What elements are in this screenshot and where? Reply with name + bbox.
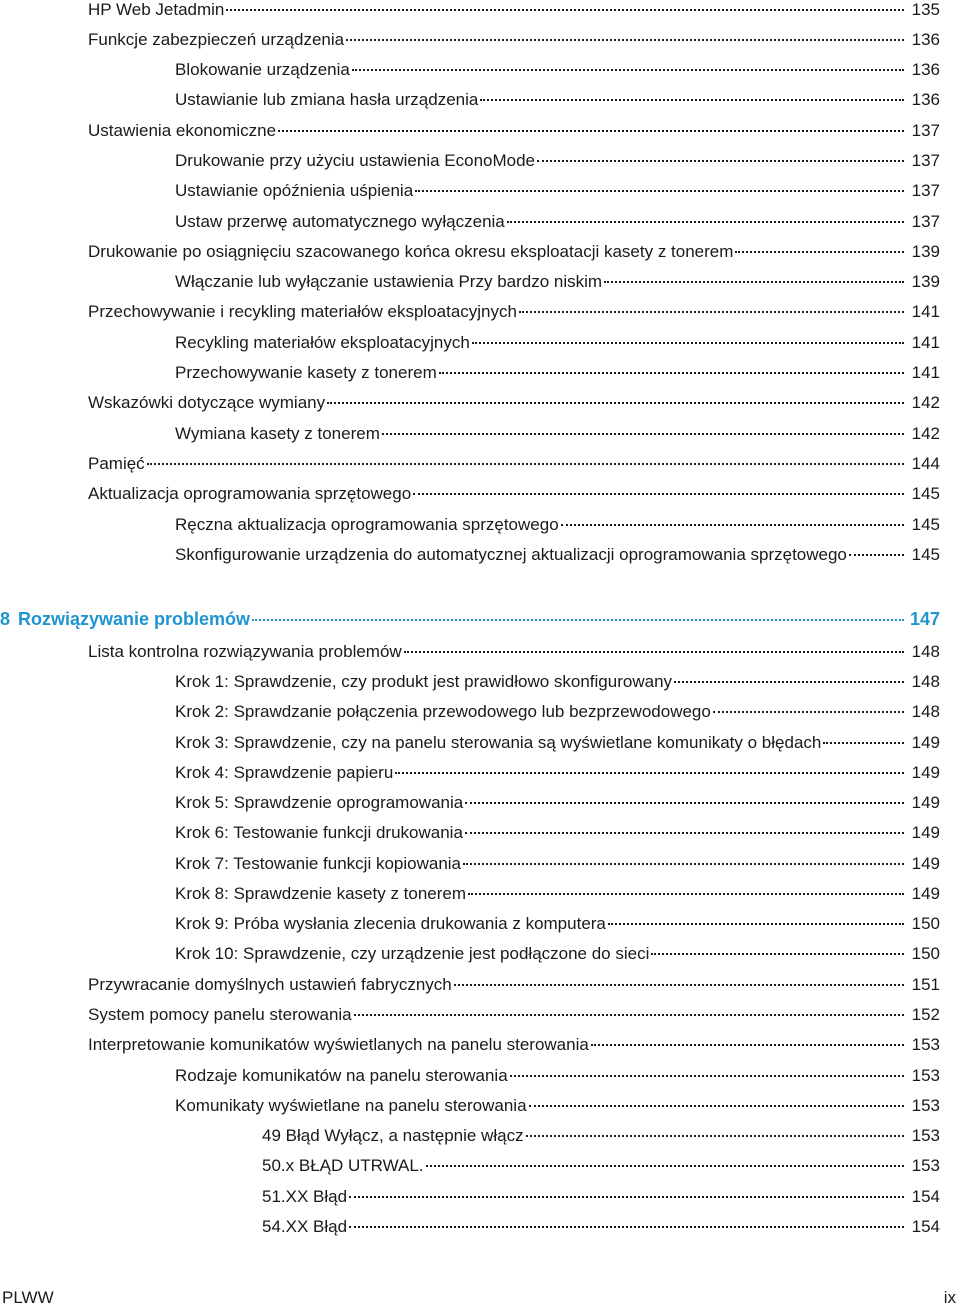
toc-entry-title: Krok 1: Sprawdzenie, czy produkt jest prawidłowo skonfigurowany <box>175 672 673 691</box>
toc-entry-title: Krok 9: Próba wysłania zlecenia drukowania z komputera <box>175 914 606 933</box>
toc-entry-title: Przywracanie domyślnych ustawień fabrycznych <box>88 975 452 994</box>
toc-entry-page: 141 <box>911 363 940 382</box>
toc-entry-title: Krok 6: Testowanie funkcji drukowania <box>175 823 463 842</box>
chapter-page: 147 <box>909 609 940 629</box>
toc-entry-title: Rodzaje komunikatów na panelu sterowania <box>175 1066 508 1085</box>
toc-entry-title: Przechowywanie i recykling materiałów eksploatacyjnych <box>88 302 517 321</box>
toc-entry[interactable] <box>88 452 940 476</box>
toc-entry-title: Krok 7: Testowanie funkcji kopiowania <box>175 854 462 873</box>
toc-entry-title: Krok 4: Sprawdzenie papieru <box>175 763 394 782</box>
toc-entry-title: Recykling materiałów eksploatacyjnych <box>175 333 470 352</box>
toc-entry[interactable] <box>175 821 940 845</box>
toc-entry-title: Drukowanie przy użyciu ustawienia EconoMode <box>175 151 536 170</box>
toc-entry-title: Krok 10: Sprawdzenie, czy urządzenie jest podłączone do sieci <box>175 944 650 963</box>
toc-entry[interactable] <box>175 210 940 234</box>
toc-entry[interactable] <box>175 912 940 936</box>
toc-entry[interactable] <box>88 391 940 415</box>
toc-entry-page: 151 <box>911 975 940 994</box>
toc-entry-page: 137 <box>911 121 940 140</box>
toc-entry[interactable] <box>175 179 940 203</box>
dot-leader <box>226 9 904 11</box>
toc-entry-page: 136 <box>911 30 940 49</box>
toc-entry[interactable] <box>88 119 940 143</box>
toc-entry-page: 149 <box>911 823 940 842</box>
dot-leader <box>346 39 904 41</box>
toc-entry[interactable] <box>175 422 940 446</box>
toc-entry-title: 51.XX Błąd <box>262 1187 348 1206</box>
toc-entry[interactable] <box>88 640 940 664</box>
toc-entry-page: 149 <box>911 793 940 812</box>
toc-entry-page: 153 <box>911 1096 940 1115</box>
toc-entry-page: 142 <box>911 424 940 443</box>
dot-leader <box>395 772 904 774</box>
toc-entry-page: 136 <box>911 60 940 79</box>
toc-entry[interactable] <box>175 731 940 755</box>
toc-entry[interactable] <box>262 1185 940 1209</box>
toc-entry-page: 149 <box>911 884 940 903</box>
toc-entry[interactable] <box>88 973 940 997</box>
dot-leader <box>413 493 904 495</box>
dot-leader <box>465 802 904 804</box>
dot-leader <box>674 681 904 683</box>
dot-leader <box>426 1165 904 1167</box>
dot-leader <box>480 99 904 101</box>
toc-entry-title: Wymiana kasety z tonerem <box>175 424 380 443</box>
toc-entry-title: Blokowanie urządzenia <box>175 60 350 79</box>
toc-entry-title: Włączanie lub wyłączanie ustawienia Przy bardzo niskim <box>175 272 603 291</box>
dot-leader <box>354 1014 904 1016</box>
toc-entry-title: Interpretowanie komunikatów wyświetlanych na panelu sterowania <box>88 1035 589 1054</box>
toc-entry-page: 137 <box>911 151 940 170</box>
toc-entry-page: 136 <box>911 90 940 109</box>
toc-entry-page: 135 <box>911 0 940 19</box>
dot-leader <box>463 863 904 865</box>
toc-entry-page: 145 <box>911 515 940 534</box>
dot-leader <box>849 554 904 556</box>
toc-entry[interactable] <box>88 0 940 22</box>
toc-entry[interactable] <box>175 1094 940 1118</box>
toc-entry[interactable] <box>175 88 940 112</box>
toc-entry-title: Ustawianie lub zmiana hasła urządzenia <box>175 90 479 109</box>
toc-entry-page: 139 <box>911 242 940 261</box>
toc-entry[interactable] <box>262 1215 940 1239</box>
dot-leader <box>349 1196 904 1198</box>
dot-leader <box>519 311 904 313</box>
toc-entry-title: Drukowanie po osiągnięciu szacowanego końca okresu eksploatacji kasety z tonerem <box>88 242 734 261</box>
dot-leader <box>735 251 904 253</box>
toc-entry[interactable] <box>175 791 940 815</box>
toc-entry-page: 148 <box>911 642 940 661</box>
toc-entry-title: 49 Błąd Wyłącz, a następnie włącz <box>262 1126 524 1145</box>
toc-entry-page: 153 <box>911 1035 940 1054</box>
toc-entry-title: Ręczna aktualizacja oprogramowania sprzętowego <box>175 515 559 534</box>
toc-entry-page: 149 <box>911 763 940 782</box>
dot-leader <box>415 190 904 192</box>
toc-entry-page: 148 <box>911 702 940 721</box>
toc-entry-title: Lista kontrolna rozwiązywania problemów <box>88 642 402 661</box>
toc-entry[interactable] <box>88 240 940 264</box>
toc-entry[interactable] <box>175 761 940 785</box>
dot-leader <box>651 953 904 955</box>
dot-leader <box>608 923 904 925</box>
toc-entry-title: Aktualizacja oprogramowania sprzętowego <box>88 484 412 503</box>
toc-entry-page: 144 <box>911 454 940 473</box>
toc-entry-title: Krok 5: Sprawdzenie oprogramowania <box>175 793 464 812</box>
toc-entry-page: 148 <box>911 672 940 691</box>
toc-entry[interactable] <box>175 58 940 82</box>
toc-entry-page: 145 <box>911 484 940 503</box>
dot-leader <box>526 1135 904 1137</box>
toc-chapter-entry[interactable] <box>0 607 940 631</box>
chapter-number: 8 <box>0 609 11 629</box>
dot-leader <box>382 433 904 435</box>
toc-entry[interactable] <box>175 882 940 906</box>
dot-leader <box>352 69 904 71</box>
dot-leader <box>472 342 904 344</box>
dot-leader <box>591 1044 904 1046</box>
toc-entry[interactable] <box>262 1124 940 1148</box>
toc-entry[interactable] <box>175 543 940 567</box>
dot-leader <box>529 1105 904 1107</box>
toc-entry[interactable] <box>88 1003 940 1027</box>
toc-entry-title: 54.XX Błąd <box>262 1217 348 1236</box>
dot-leader <box>510 1075 904 1077</box>
toc-entry-page: 149 <box>911 733 940 752</box>
toc-entry-title: Przechowywanie kasety z tonerem <box>175 363 437 382</box>
toc-entry-page: 154 <box>911 1217 940 1236</box>
toc-entry-title: System pomocy panelu sterowania <box>88 1005 352 1024</box>
toc-entry-page: 139 <box>911 272 940 291</box>
dot-leader <box>454 984 904 986</box>
toc-entry-title: 50.x BŁĄD UTRWAL. <box>262 1156 424 1175</box>
toc-entry-title: Krok 3: Sprawdzenie, czy na panelu sterowania są wyświetlane komunikaty o błędach <box>175 733 822 752</box>
toc-entry-page: 153 <box>911 1126 940 1145</box>
toc-entry[interactable] <box>175 331 940 355</box>
toc-entry-title: Ustawianie opóźnienia uśpienia <box>175 181 414 200</box>
footer-locale-code: PLWW <box>2 1288 54 1307</box>
dot-leader <box>465 832 904 834</box>
toc-entry[interactable] <box>88 1033 940 1057</box>
toc-entry-page: 141 <box>911 333 940 352</box>
toc-entry-title: Krok 2: Sprawdzanie połączenia przewodowego lub bezprzewodowego <box>175 702 711 721</box>
chapter-title: Rozwiązywanie problemów <box>18 609 251 629</box>
toc-entry-title: HP Web Jetadmin <box>88 0 225 19</box>
toc-entry-title: Skonfigurowanie urządzenia do automatycznej aktualizacji oprogramowania sprzętowego <box>175 545 847 564</box>
toc-entry-title: Ustaw przerwę automatycznego wyłączenia <box>175 212 505 231</box>
toc-entry[interactable] <box>88 300 940 324</box>
toc-entry[interactable] <box>175 670 940 694</box>
footer-page-number: ix <box>943 1288 956 1307</box>
toc-entry-title: Pamięć <box>88 454 145 473</box>
toc-entry-title: Ustawienia ekonomiczne <box>88 121 277 140</box>
dot-leader <box>468 893 904 895</box>
toc-entry[interactable] <box>88 28 940 52</box>
toc-entry-page: 154 <box>911 1187 940 1206</box>
toc-entry[interactable] <box>175 149 940 173</box>
toc-entry[interactable] <box>175 942 940 966</box>
toc-entry-page: 152 <box>911 1005 940 1024</box>
toc-entry-page: 153 <box>911 1156 940 1175</box>
toc-entry[interactable] <box>88 482 940 506</box>
toc-entry[interactable] <box>175 852 940 876</box>
dot-leader <box>439 372 904 374</box>
toc-entry-page: 153 <box>911 1066 940 1085</box>
toc-entry-page: 137 <box>911 212 940 231</box>
dot-leader <box>823 742 904 744</box>
dot-leader <box>278 130 904 132</box>
toc-entry-title: Komunikaty wyświetlane na panelu sterowania <box>175 1096 527 1115</box>
dot-leader <box>561 524 904 526</box>
toc-entry-title: Funkcje zabezpieczeń urządzenia <box>88 30 345 49</box>
dot-leader <box>252 619 904 621</box>
toc-entry[interactable] <box>262 1154 940 1178</box>
toc-entry-page: 141 <box>911 302 940 321</box>
toc-entry-page: 145 <box>911 545 940 564</box>
dot-leader <box>713 711 904 713</box>
toc-entry-page: 137 <box>911 181 940 200</box>
toc-entry-page: 150 <box>911 914 940 933</box>
toc-entry[interactable] <box>175 1064 940 1088</box>
page-footer <box>0 1286 960 1312</box>
toc-entry[interactable] <box>175 361 940 385</box>
toc-entry-title: Wskazówki dotyczące wymiany <box>88 393 326 412</box>
dot-leader <box>604 281 904 283</box>
dot-leader <box>349 1226 904 1228</box>
toc-entry-page: 150 <box>911 944 940 963</box>
toc-entry[interactable] <box>175 513 940 537</box>
toc-entry-page: 142 <box>911 393 940 412</box>
toc-entry-page: 149 <box>911 854 940 873</box>
toc-entry[interactable] <box>175 270 940 294</box>
dot-leader <box>327 402 904 404</box>
dot-leader <box>537 160 904 162</box>
dot-leader <box>404 651 904 653</box>
toc-entry-title: Krok 8: Sprawdzenie kasety z tonerem <box>175 884 467 903</box>
dot-leader <box>507 221 904 223</box>
toc-entry[interactable] <box>175 700 940 724</box>
dot-leader <box>147 463 904 465</box>
